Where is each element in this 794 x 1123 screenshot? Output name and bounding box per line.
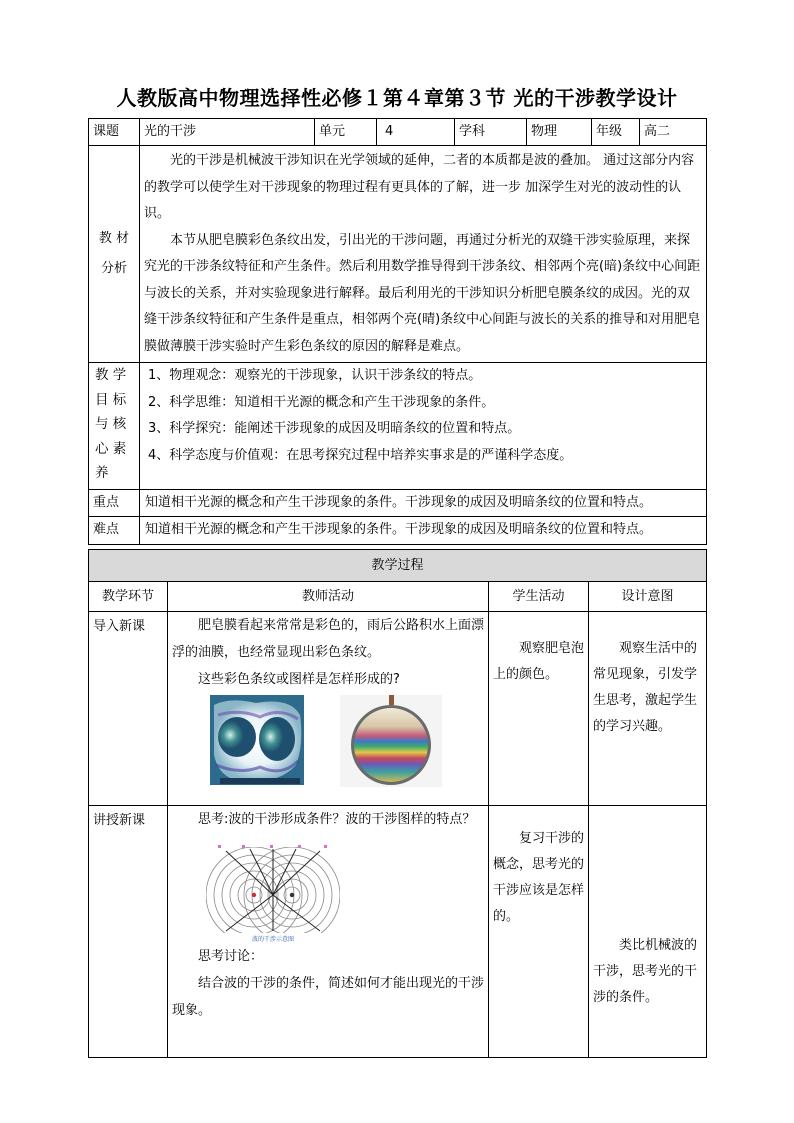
objectives-list: [140, 363, 707, 490]
column-intent: 设计意图: [589, 582, 707, 612]
difficult-points-text: 知道相干光源的概念和产生干涉现象的条件。干涉现象的成因及明暗条纹的位置和特点。: [140, 517, 707, 545]
key-points-text: 知道相干光源的概念和产生干涉现象的条件。干涉现象的成因及明暗条纹的位置和特点。: [140, 490, 707, 517]
teach-student-activity: [489, 806, 589, 1058]
teach-teacher-activity: [168, 806, 489, 1058]
objectives-label-3: 与 核: [95, 416, 127, 432]
intro-teacher-text-1: 肥皂膜看起来常常是彩色的，雨后公路积水上面漂浮的油膜，也经常显现出彩色条纹。: [172, 618, 485, 660]
column-student: 学生活动: [489, 582, 589, 612]
key-points-label: 重点: [89, 490, 140, 517]
column-stage: 教学环节: [89, 582, 168, 612]
material-paragraph-1: 光的干涉是机械波干涉知识在光学领域的延伸，二者的本质都是波的叠加。 通过这部分内容的教学可以使学生对干涉现象的物理过程有更具体的了解，进一步 加深学生对光的波动性的认识。: [144, 153, 695, 221]
objective-item: 3、科学探究：能阐述干涉现象的成因及明暗条纹的位置和特点。: [148, 421, 521, 436]
objectives-label-2: 目 标: [95, 391, 127, 408]
unit-value: 4: [377, 119, 455, 146]
objectives-label-4: 心 素: [95, 440, 127, 457]
soap-film-photo: [210, 695, 304, 785]
grade-value: 高二: [640, 119, 707, 146]
subject-value: 物理: [527, 119, 592, 146]
lesson-info-table: [88, 118, 707, 545]
topic-label: 课题: [89, 119, 140, 146]
diagram-caption: 波的干涉示意图: [251, 936, 295, 943]
teach-intent-text: 类比机械波的干涉，思考光的干涉的条件。: [593, 938, 698, 1005]
material-label: [89, 146, 140, 363]
intro-stage: 导入新课: [89, 612, 168, 806]
objectives-label-1: 教 学: [95, 367, 127, 383]
material-label-b: 分析: [100, 261, 127, 276]
difficult-points-label: 难点: [89, 517, 140, 545]
intro-design-intent: [589, 612, 707, 806]
intro-teacher-text-2: 这些彩色条纹或图样是怎样形成的?: [198, 672, 400, 687]
document-title: 人教版高中物理选择性必修１第４章第３节 光的干涉教学设计: [116, 86, 678, 110]
process-title: 教学过程: [89, 550, 707, 582]
objective-item: 2、科学思维：知道相干光源的概念和产生干涉现象的条件。: [148, 394, 495, 410]
soap-bubble-film-photo: [340, 695, 442, 787]
teach-teacher-text-1: 思考:波的干涉形成条件？波的干涉图样的特点？: [198, 812, 476, 827]
intro-student-activity: [489, 612, 589, 806]
objectives-label: [89, 363, 140, 490]
intro-intent-text: 观察生活中的常见现象，引发学生思考，激起学生的学习兴趣。: [593, 641, 698, 734]
objective-item: 1、物理观念：观察光的干涉现象，认识干涉条纹的特点。: [148, 368, 482, 383]
wave-interference-diagram: [206, 837, 340, 943]
intro-teacher-activity: [168, 612, 489, 806]
objectives-label-5: 养: [95, 465, 109, 481]
material-paragraph-2: 本节从肥皂膜彩色条纹出发，引出光的干涉问题，再通过分析光的双缝干涉实验原理，来探究光的干涉条纹特征和产生条件。然后利用数学推导得到干涉条纹、相邻两个亮(暗)条纹中心间距与波长的关系，并对实验现象进行解释。最后利用光的干涉知识分析肥皂膜条纹的成因。光的双缝干涉条纹特征和产生条件是重点，相邻两个亮(晴)条纹中心间距与波长的关系的推导和对用肥皂膜做薄膜干涉实验时产生彩色条纹的原因的解释是难点。: [144, 232, 701, 354]
subject-label: 学科: [455, 119, 527, 146]
teach-teacher-text-3: 结合波的干涉的条件，简述如何才能出现光的干涉现象。: [172, 976, 485, 1018]
grade-label: 年级: [592, 119, 640, 146]
material-analysis: [140, 146, 707, 363]
teach-teacher-text-2: 思考讨论：: [198, 949, 264, 964]
column-teacher: 教师活动: [168, 582, 489, 612]
objective-item: 4、科学态度与价值观：在思考探究过程中培养实事求是的严谨科学态度。: [148, 447, 573, 463]
teach-student-text: 复习干涉的概念，思考光的干涉应该是怎样的。: [493, 831, 585, 924]
intro-student-text: 观察肥皂泡上的颜色。: [493, 641, 585, 682]
process-table: [88, 549, 707, 1058]
material-label-a: 教 材: [98, 231, 130, 246]
teach-stage: 讲授新课: [89, 806, 168, 1058]
topic-value: 光的干涉: [140, 119, 315, 146]
teach-design-intent: [589, 806, 707, 1058]
unit-label: 单元: [315, 119, 377, 146]
